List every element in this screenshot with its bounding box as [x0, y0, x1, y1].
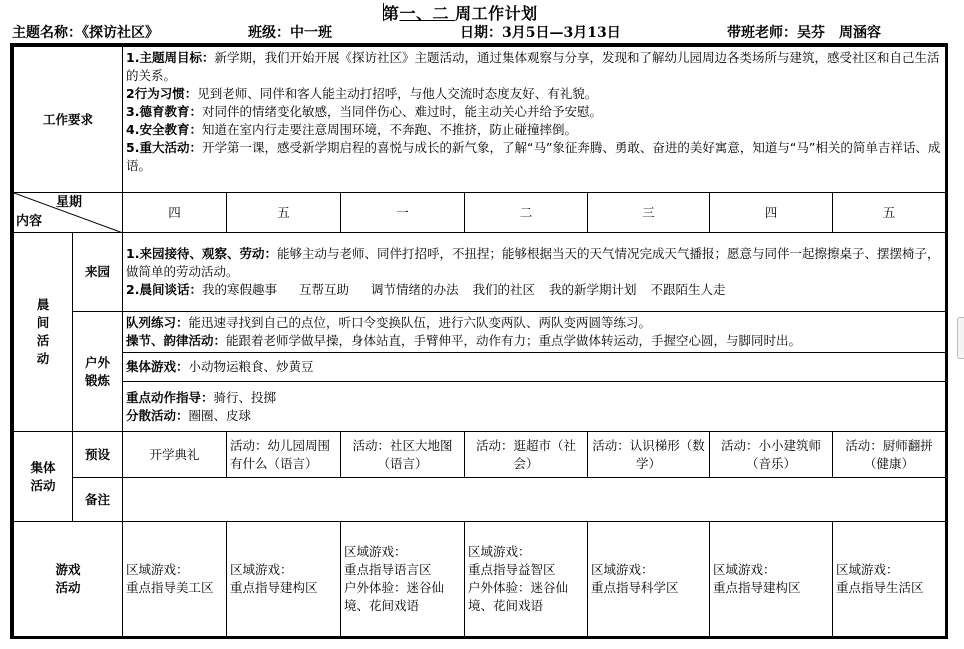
title-suffix: 周工作计划 — [455, 4, 538, 23]
morning-arrival-row — [14, 233, 946, 312]
preset-activity-4: 活动：逛超市（社会） — [465, 432, 588, 478]
group-label-chars: 集体活动 — [30, 459, 56, 493]
group-activities-label — [14, 432, 73, 522]
arrival-line-2: 2.晨间谈话：我的寒假趣事 互帮互助 调节情绪的办法 我们的社区 我的新学期计划 不跟陌生人走 — [126, 282, 726, 297]
outdoor-label-chars: 户外锻炼 — [84, 354, 110, 388]
game-cell-5: 区域游戏： 重点指导科学区 — [588, 522, 710, 637]
game-cell-2: 区域游戏： 重点指导建构区 — [227, 522, 341, 637]
game-cell-6: 区域游戏： 重点指导建构区 — [710, 522, 833, 637]
games-label-chars: 游戏活动 — [55, 562, 81, 595]
work-requirements-label: 工作要求 — [14, 47, 123, 193]
arrival-label: 来园 — [73, 233, 123, 312]
day-4: 二 — [465, 193, 588, 233]
free-activity: 分散活动：圈圈、皮球 — [126, 407, 252, 423]
class-label: 班级： — [248, 25, 290, 41]
day-3: 一 — [341, 193, 465, 233]
group-notes-row — [14, 478, 946, 522]
work-item-3: 3.德育教育：对同伴的情绪变化敏感，当同伴伤心、难过时，能主动关心并给予安慰。 — [126, 104, 602, 119]
work-item-1: 1.主题周目标：新学期，我们开始开展《探访社区》主题活动，通过集体观察与分享，发现和了解幼儿园周边各类场所与建筑，感受社区和自己生活的关系。 — [126, 50, 940, 83]
teacher-label: 带班老师： — [727, 25, 797, 41]
theme-label: 主题名称： — [12, 25, 82, 41]
group-game-content: 集体游戏：小动物运粮食、炒黄豆 — [123, 353, 946, 382]
weekday-diagonal-header — [14, 193, 123, 233]
weekly-plan-table — [13, 46, 946, 637]
day-2: 五 — [227, 193, 341, 233]
talk-topic: 调节情绪的办法 — [371, 282, 459, 297]
work-requirements-content — [123, 47, 946, 193]
morning-activities-label — [14, 233, 73, 432]
day-5: 三 — [588, 193, 710, 233]
scroll-handle[interactable] — [957, 317, 964, 359]
talk-topic: 我的寒假趣事 — [201, 282, 277, 297]
notes-label: 备注 — [73, 478, 123, 522]
talk-topic: 互帮互助 — [298, 282, 349, 297]
talk-topic: 我的新学期计划 — [549, 282, 637, 297]
weekday-header-row — [14, 193, 946, 233]
game-cell-7: 区域游戏： 重点指导生活区 — [833, 522, 946, 637]
day-1: 四 — [123, 193, 227, 233]
preset-activity-7: 活动：厨师翻拼（健康） — [833, 432, 946, 478]
notes-content — [123, 478, 946, 522]
title-prefix: 第 — [383, 4, 400, 23]
teacher-info — [727, 22, 881, 42]
header-weekday-label: 星期 — [56, 195, 83, 210]
group-preset-row — [14, 432, 946, 478]
talk-topic: 不跟陌生人走 — [650, 282, 726, 297]
teacher-value: 吴芬 周涵容 — [797, 25, 881, 41]
games-row — [14, 522, 946, 637]
key-action: 重点动作指导：骑行、投掷 — [126, 389, 277, 405]
arrival-line-1: 1.来园接待、观察、劳动：能够主动与老师、同伴打招呼，不扭捏；能够根据当天的天气情况完成天气播报；愿意与同伴一起擦擦桌子、摆摆椅子，做简单的劳动活动。 — [126, 246, 940, 279]
work-requirements-row — [14, 47, 946, 193]
preset-activity-2: 活动：幼儿园周围有什么（语言） — [227, 432, 341, 478]
work-item-2: 2行为习惯：见到老师、同伴和客人能主动打招呼，与他人交流时态度友好、有礼貌。 — [126, 86, 598, 101]
class-value: 中一班 — [290, 25, 332, 41]
morning-label-chars: 晨间活动 — [36, 297, 50, 366]
outdoor-row-2 — [14, 353, 946, 382]
outdoor-row-3 — [14, 382, 946, 432]
preset-activity-6: 活动：小小建筑师（音乐） — [710, 432, 833, 478]
games-label — [14, 522, 123, 637]
day-6: 四 — [710, 193, 833, 233]
day-7: 五 — [833, 193, 946, 233]
outdoor-exercise-label — [73, 312, 123, 432]
exercise-rhythm: 操节、韵律活动：能跟着老师学做早操，身体站直，手臂伸平，动作有力；重点学做体转运动，手握空心圆，与脚同时出。 — [126, 333, 802, 348]
header-content-label: 内容 — [16, 214, 43, 229]
date-label: 日期： — [460, 25, 502, 41]
theme-info — [12, 22, 159, 42]
theme-value: 《探访社区》 — [82, 25, 159, 41]
game-cell-1: 区域游戏： 重点指导美工区 — [123, 522, 227, 637]
talk-topic: 我们的社区 — [472, 282, 536, 297]
preset-activity-3: 活动：社区大地图（语言） — [341, 432, 465, 478]
arrival-content — [123, 233, 946, 312]
date-info — [460, 22, 621, 42]
outdoor-drill-content — [123, 312, 946, 353]
game-cell-3: 区域游戏： 重点指导语言区 户外体验：迷谷仙境、花间戏语 — [341, 522, 465, 637]
action-guidance-content — [123, 382, 946, 432]
work-item-5: 5.重大活动：开学第一课，感受新学期启程的喜悦与成长的新气象，了解“马”象征奔腾、勇敢、奋进的美好寓意，知道与“马”相关的简单吉祥话、成语。 — [126, 140, 941, 173]
class-info — [248, 22, 332, 42]
game-cell-4: 区域游戏： 重点指导益智区 户外体验：迷谷仙境、花间戏语 — [465, 522, 588, 637]
outdoor-row-1 — [14, 312, 946, 353]
page-title — [383, 1, 538, 24]
title-weeks: 一、二 — [399, 4, 450, 23]
preset-label: 预设 — [73, 432, 123, 478]
date-value: 3月5日—3月13日 — [502, 25, 621, 41]
preset-activity-5: 活动：认识梯形（数学） — [588, 432, 710, 478]
work-item-4: 4.安全教育：知道在室内行走要注意周围环境，不奔跑、不推挤，防止碰撞摔倒。 — [126, 122, 577, 137]
queue-practice: 队列练习：能迅速寻找到自己的点位，听口令变换队伍，进行六队变两队、两队变两圆等练习。 — [126, 315, 652, 330]
preset-activity-1: 开学典礼 — [123, 432, 227, 478]
